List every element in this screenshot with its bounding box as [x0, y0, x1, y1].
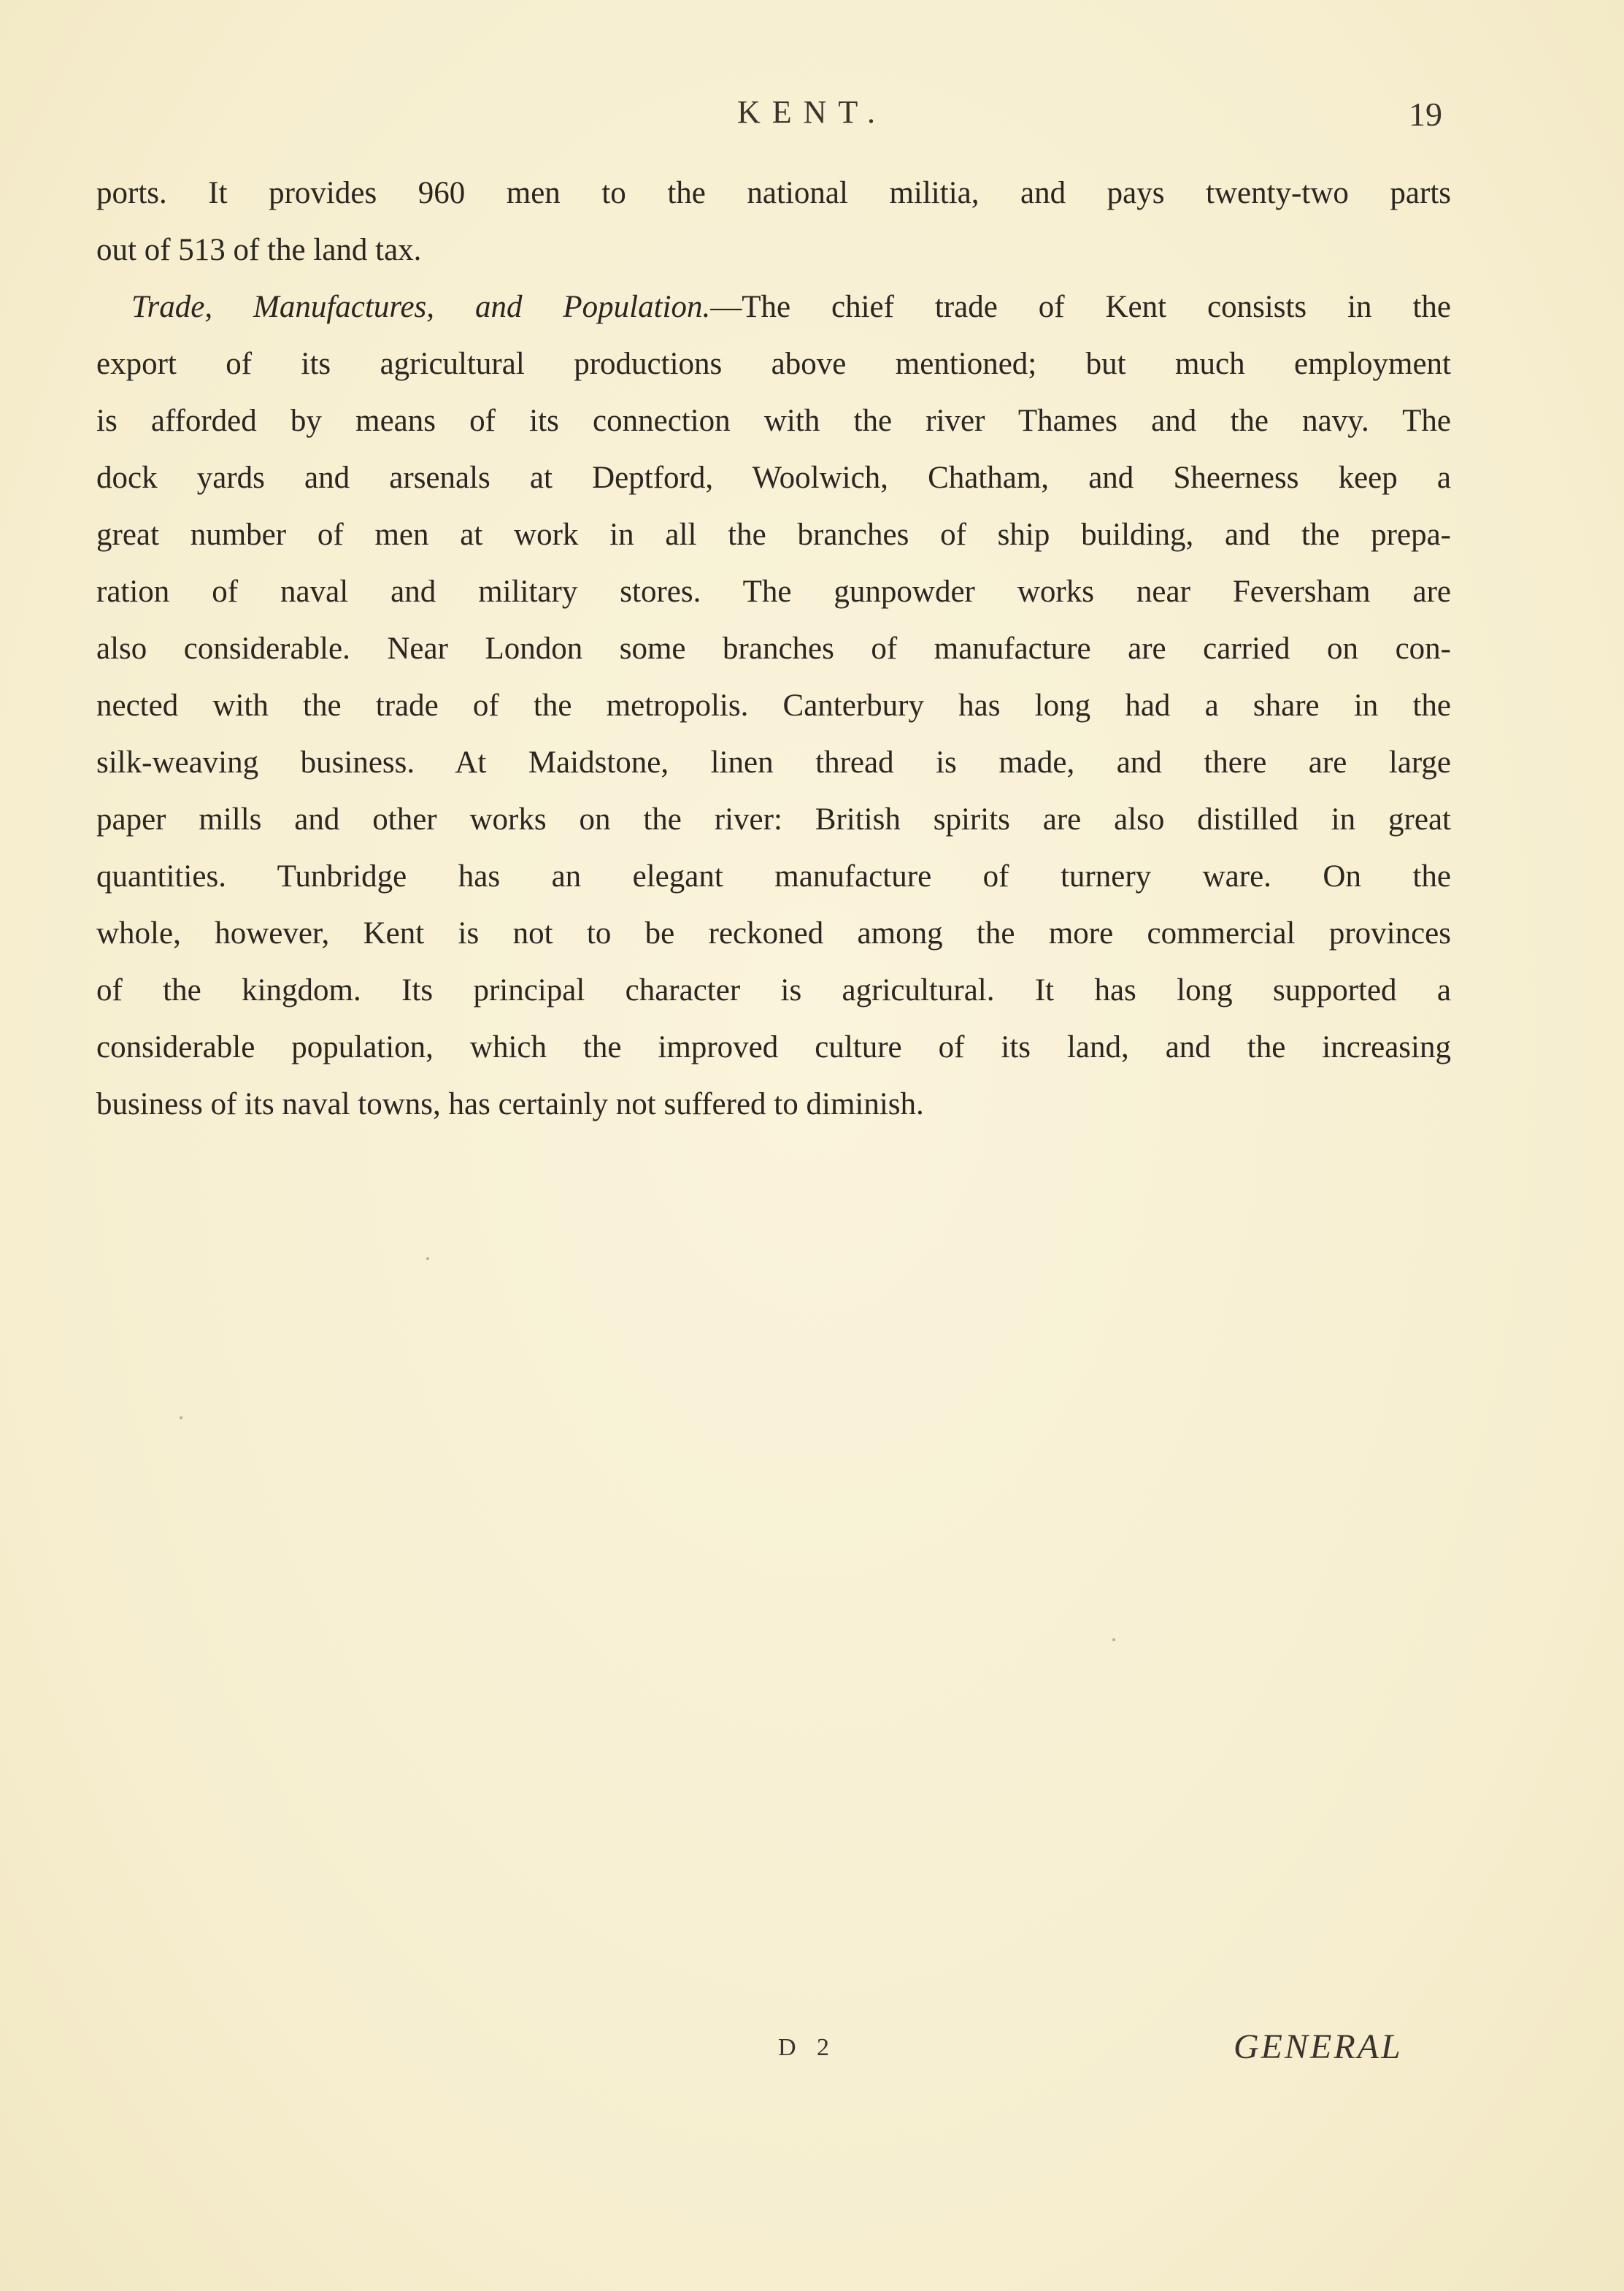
text-line: export of its agricultural productions above mentioned; but much employment	[96, 347, 1451, 381]
paper-speck	[180, 1416, 182, 1419]
text-line: dock yards and arsenals at Deptford, Woolwich, Chatham, and Sheerness keep a	[96, 461, 1451, 495]
text-line: quantities. Tunbridge has an elegant manufacture of turnery ware. On the	[96, 859, 1451, 894]
text-line: ports. It provides 960 men to the national militia, and pays twenty-two parts	[96, 176, 1451, 210]
text-line: nected with the trade of the metropolis. Canterbury has long had a share in the	[96, 688, 1451, 723]
body-text	[96, 165, 1451, 1133]
text-line: silk-weaving business. At Maidstone, linen thread is made, and there are large	[96, 745, 1451, 780]
page-number: 19	[1409, 96, 1442, 133]
paper-speck	[426, 1257, 429, 1260]
text-line: paper mills and other works on the river: British spirits are also distilled in great	[96, 802, 1451, 837]
text-line: great number of men at work in all the branches of ship building, and the prepa-	[96, 518, 1451, 552]
running-head: KENT.	[736, 94, 888, 130]
text-line: also considerable. Near London some branches of manufacture are carried on con-	[96, 632, 1451, 666]
printer-signature: D 2	[778, 2034, 837, 2061]
paper-speck	[1112, 1638, 1115, 1641]
text-line: is afforded by means of its connection with the river Thames and the navy. The	[96, 404, 1451, 438]
text-line: ration of naval and military stores. The gunpowder works near Feversham are	[96, 575, 1451, 609]
catchword: GENERAL	[1234, 2027, 1403, 2066]
section-first-line	[96, 279, 1451, 336]
text-line: out of 513 of the land tax.	[96, 233, 422, 267]
text-line: whole, however, Kent is not to be reckoned among the more commercial provinces	[96, 916, 1451, 951]
text-line: considerable population, which the improved culture of its land, and the increasing	[96, 1030, 1451, 1064]
text-line: of the kingdom. Its principal character is agricultural. It has long supported a	[96, 973, 1451, 1008]
section-heading: Trade, Manufactures, and Population.	[131, 290, 711, 324]
section-line-start: —The chief trade of Kent consists in the	[710, 290, 1451, 324]
text-line: business of its naval towns, has certainly not suffered to diminish.	[96, 1087, 924, 1121]
